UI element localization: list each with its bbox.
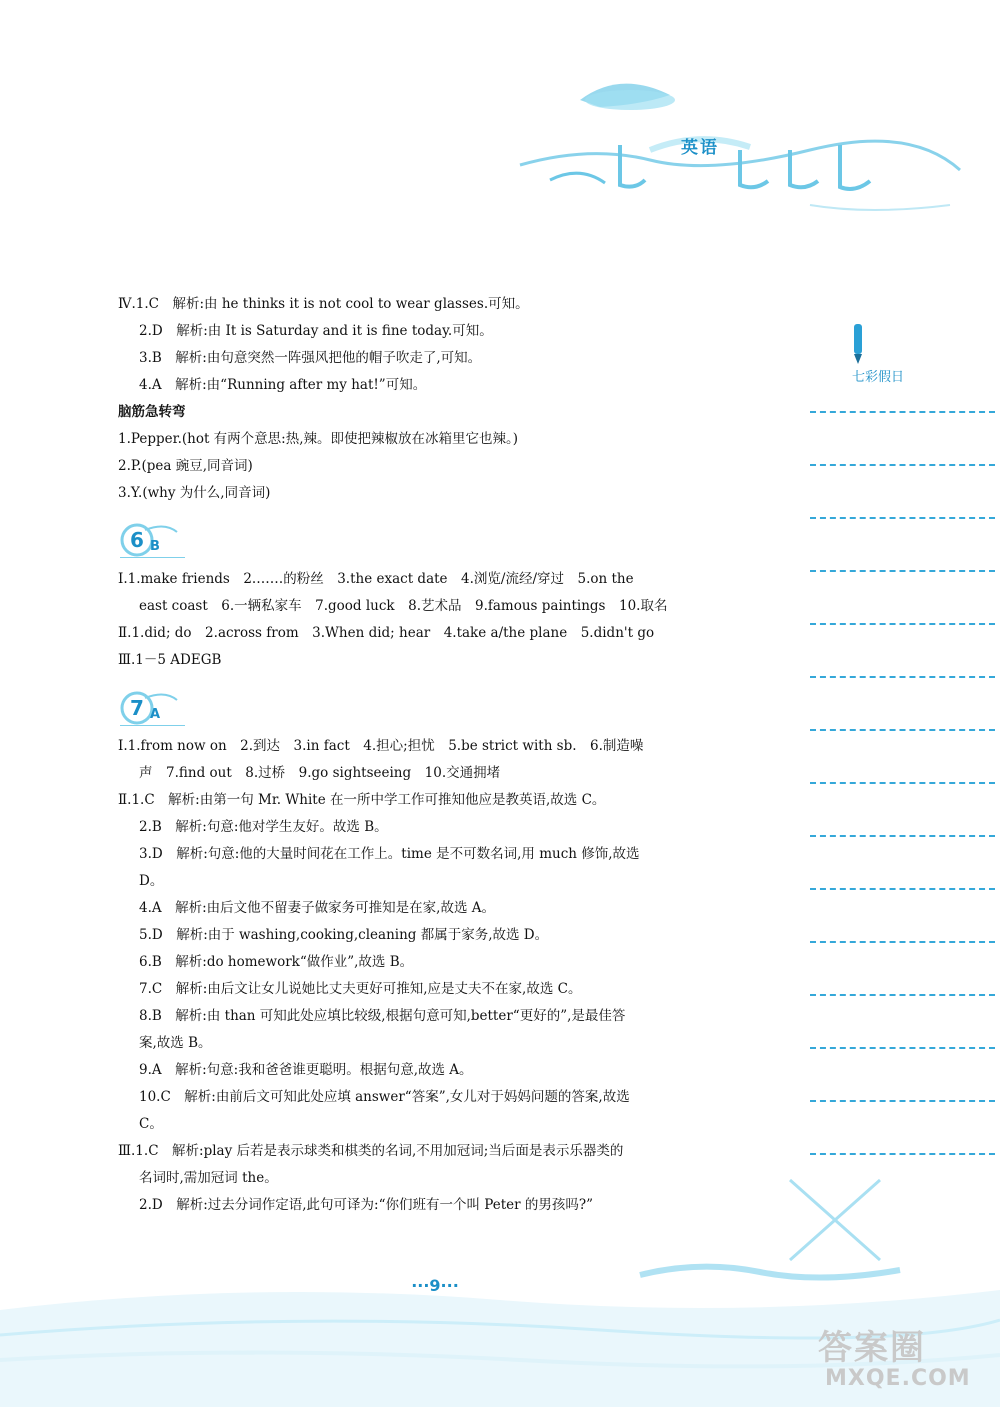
note-line (810, 888, 995, 890)
answer-line: 3.Y.(why 为什么,同音词) (118, 485, 271, 501)
answer-line: 3.D 解析:句意:他的大量时间花在工作上。time 是不可数名词,用 much 修饰,故选 (139, 846, 640, 862)
watermark-logo: 答案圈 (818, 1328, 926, 1368)
page-number: ···9··· (411, 1276, 459, 1295)
answer-line: 3.B 解析:由句意突然一阵强风把他的帽子吹走了,可知。 (139, 350, 482, 366)
answer-line: east coast 6.一辆私家车 7.good luck 8.艺术品 9.famous paintings 10.取名 (139, 598, 668, 614)
answer-line: Ⅱ.1.C 解析:由第一句 Mr. White 在一所中学工作可推知他应是教英语,故选 C。 (118, 792, 606, 808)
section-letter: A (150, 707, 161, 722)
pencil-icon (848, 322, 870, 366)
note-line (810, 464, 995, 466)
answer-line: 8.B 解析:由 than 可知此处应填比较级,根据句意可知,better“更好的”,是最佳答 (139, 1008, 626, 1024)
answer-line: 2.P.(pea 豌豆,同音词) (118, 458, 253, 474)
answer-line: 4.A 解析:由后文他不留妻子做家务可推知是在家,故选 A。 (139, 900, 496, 916)
section-number: 6 (130, 528, 144, 552)
section-badge-7a (115, 690, 190, 730)
note-line (810, 835, 995, 837)
note-line (810, 1153, 995, 1155)
answer-line: 9.A 解析:句意:我和爸爸谁更聪明。根据句意,故选 A。 (139, 1062, 473, 1078)
note-line (810, 994, 995, 996)
note-line (810, 676, 995, 678)
answer-line: 1.Pepper.(hot 有两个意思:热,辣。即使把辣椒放在冰箱里它也辣。) (118, 431, 519, 447)
answer-line: 声 7.find out 8.过桥 9.go sightseeing 10.交通拥堵 (139, 765, 501, 781)
answer-line: 案,故选 B。 (139, 1035, 212, 1051)
answer-line: 名词时,需加冠词 the。 (139, 1170, 278, 1186)
note-line (810, 517, 995, 519)
note-line (810, 782, 995, 784)
answer-line: Ⅰ.1.make friends 2.……的粉丝 3.the exact date 4.浏览/流经/穿过 5.on the (118, 571, 634, 587)
note-line (810, 729, 995, 731)
answer-line: 2.D 解析:由 It is Saturday and it is fine today.可知。 (139, 323, 493, 339)
answer-line: Ⅰ.1.from now on 2.到达 3.in fact 4.担心;担忧 5.be strict with sb. 6.制造噪 (118, 738, 644, 754)
section-badge-6b (115, 522, 190, 562)
answer-line: 10.C 解析:由前后文可知此处应填 answer“答案”,女儿对于妈妈问题的答案,故选 (139, 1089, 630, 1105)
header-decoration (510, 55, 970, 225)
answer-line: Ⅱ.1.did; do 2.across from 3.When did; hear 4.take a/the plane 5.didn't go (118, 625, 655, 641)
note-line (810, 570, 995, 572)
section-letter: B (150, 539, 160, 554)
answer-line: 4.A 解析:由“Running after my hat!”可知。 (139, 377, 427, 393)
section-heading: 脑筋急转弯 (118, 404, 186, 420)
note-line (810, 411, 995, 413)
answer-line: Ⅳ.1.C 解析:由 he thinks it is not cool to wear glasses.可知。 (118, 296, 529, 312)
answer-line: 2.D 解析:过去分词作定语,此句可译为:“你们班有一个叫 Peter 的男孩吗?” (139, 1197, 594, 1213)
answer-line: 5.D 解析:由于 washing,cooking,cleaning 都属于家务,故选 D。 (139, 927, 549, 943)
note-line (810, 1047, 995, 1049)
answer-line: 6.B 解析:do homework“做作业”,故选 B。 (139, 954, 414, 970)
note-line (810, 1100, 995, 1102)
answer-line: Ⅲ.1.C 解析:play 后若是表示球类和棋类的名词,不用加冠词;当后面是表示乐器类的 (118, 1143, 624, 1159)
header-title: 英语 (681, 138, 719, 158)
answer-line: 7.C 解析:由后文让女儿说她比丈夫更好可推知,应是丈夫不在家,故选 C。 (139, 981, 582, 997)
note-line (810, 941, 995, 943)
answer-line: Ⅲ.1－5 ADEGB (118, 652, 222, 668)
answer-line: 2.B 解析:句意:他对学生友好。故选 B。 (139, 819, 388, 835)
watermark-url: MXQE.COM (825, 1366, 971, 1391)
answer-line: C。 (139, 1116, 163, 1132)
answer-line: D。 (139, 873, 164, 889)
section-number: 7 (130, 696, 144, 720)
note-line (810, 623, 995, 625)
side-note-label: 七彩假日 (852, 370, 905, 385)
